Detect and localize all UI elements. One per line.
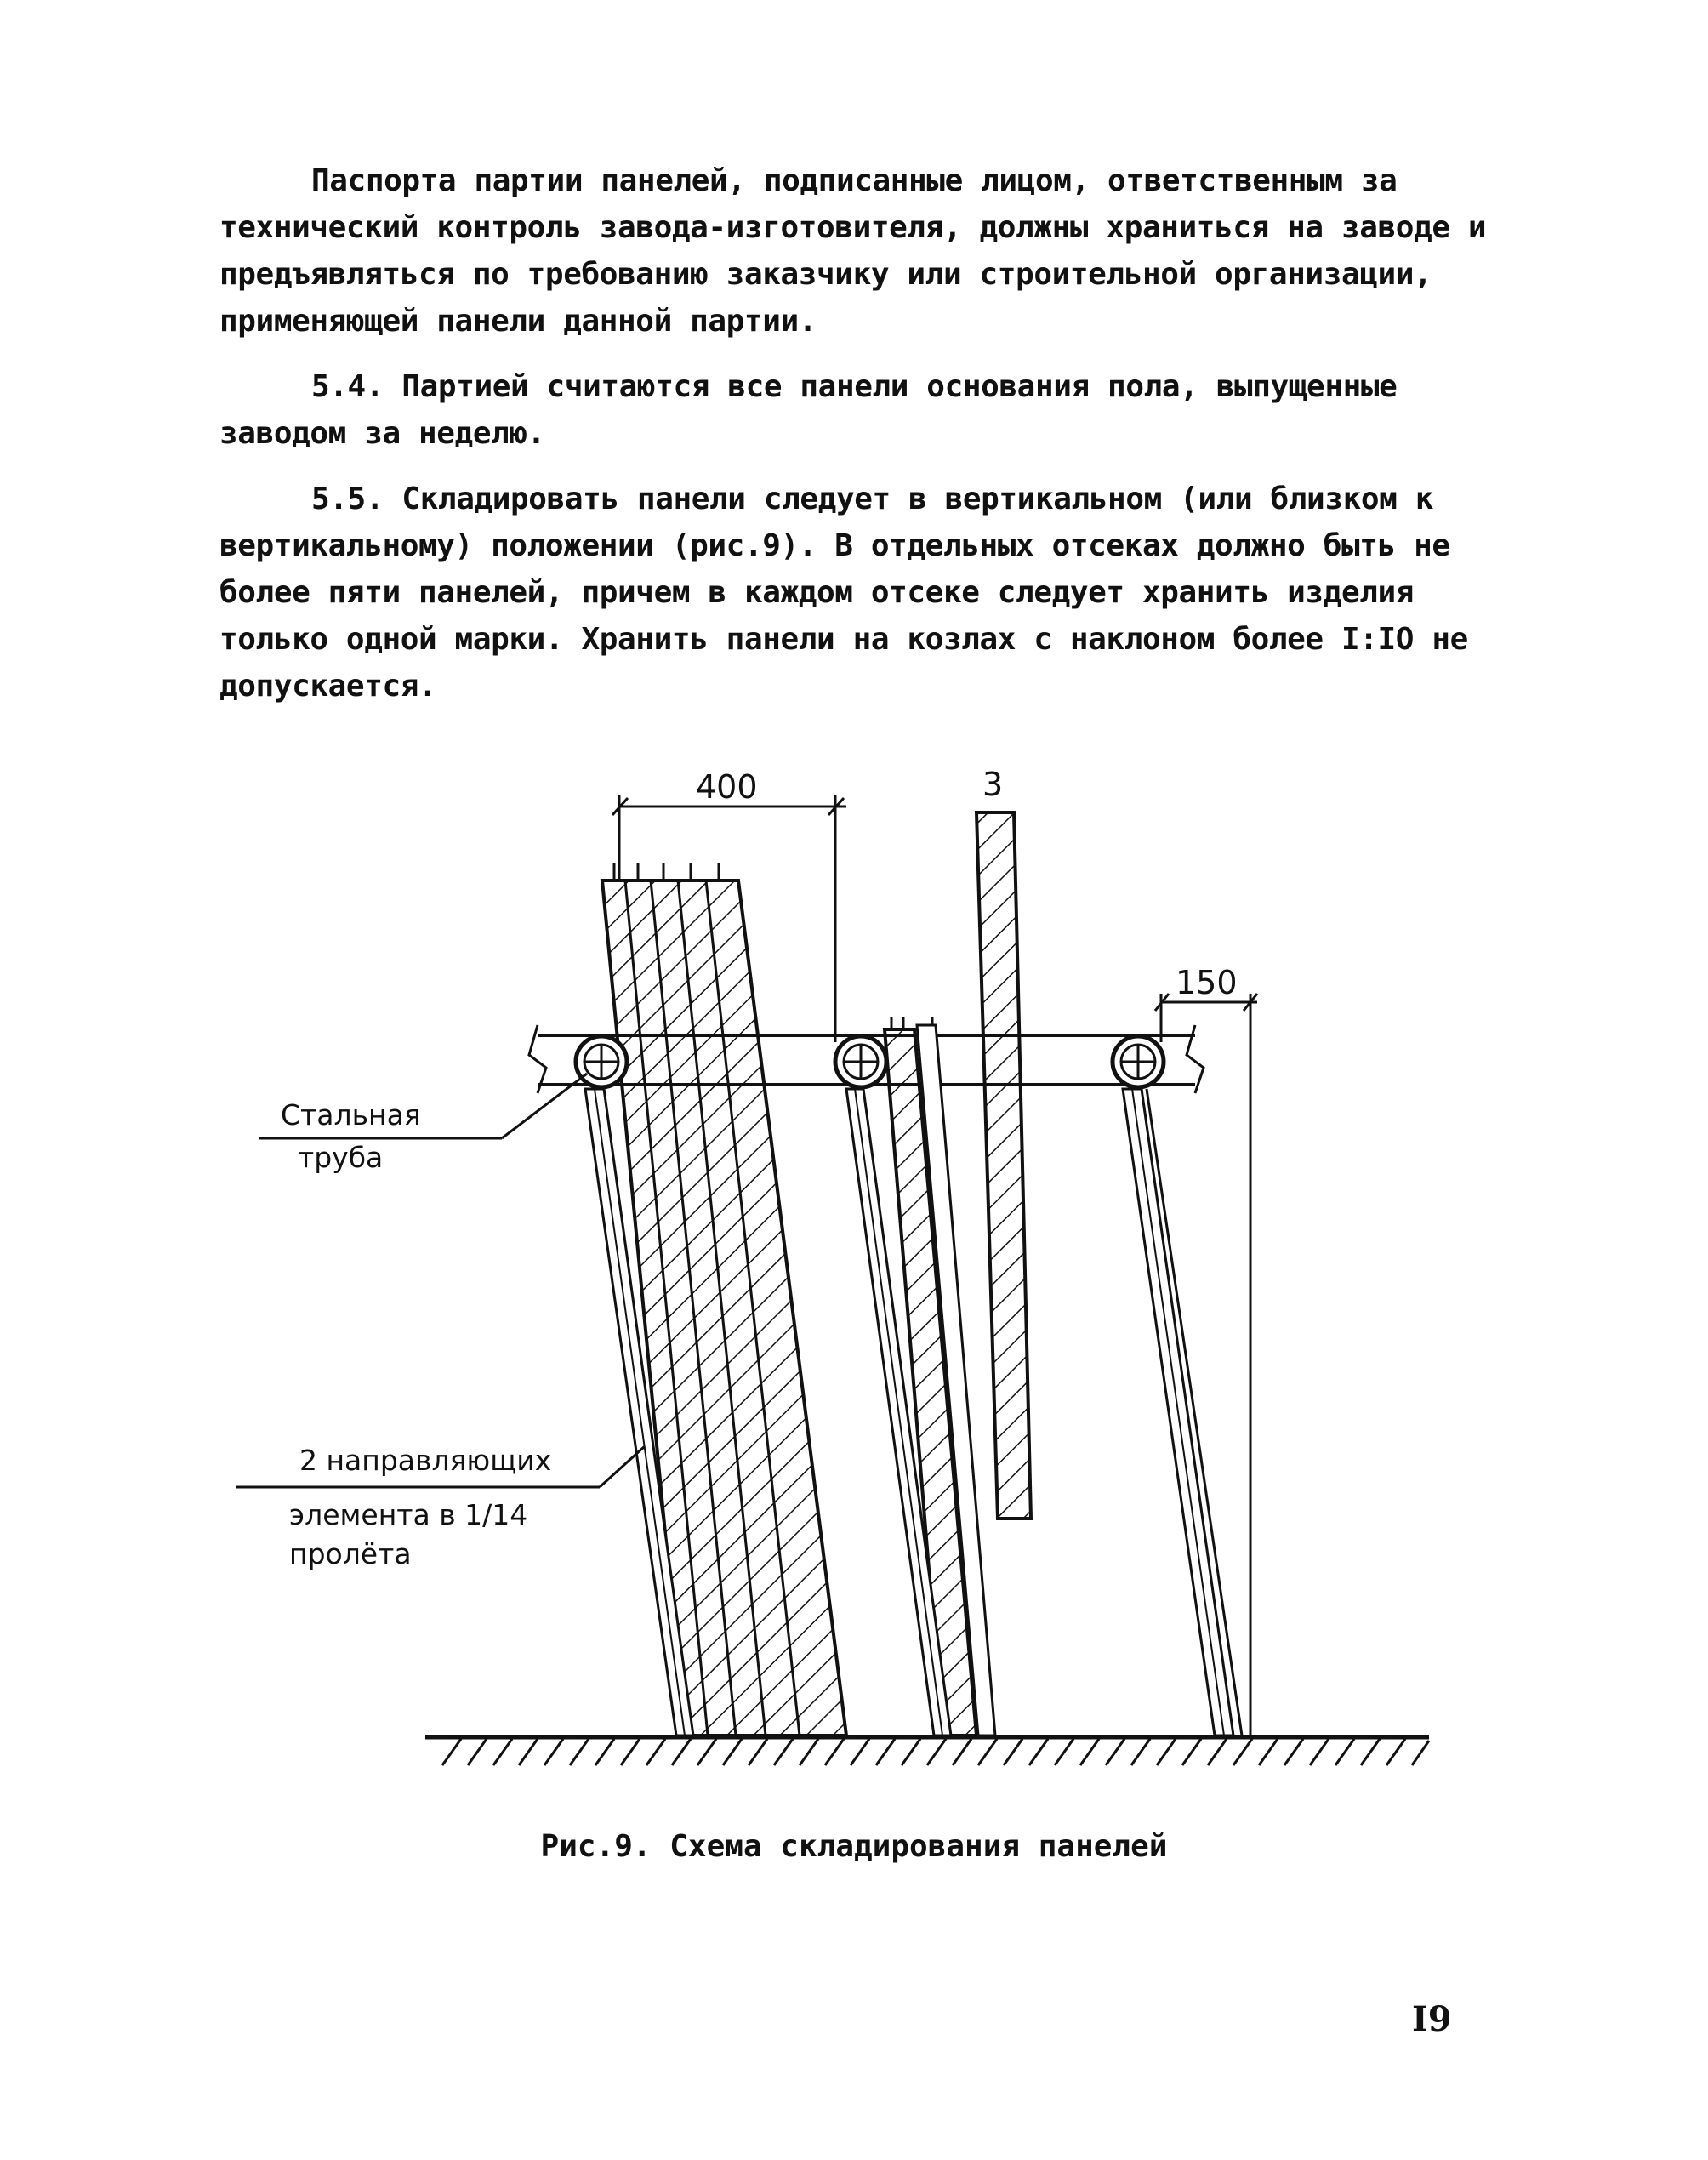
label-pipe-line2: труба — [298, 1141, 384, 1174]
page-number: I9 — [1412, 1999, 1452, 2039]
paragraph-passports: Паспорта партии панелей, подписанные лицом, ответственным за технический контроль завода-изготовителя, должны храниться на заводе и предъявляться по требованию заказчику или строительной организации, применяющей панели данной партии. — [219, 163, 1487, 339]
paragraph-5-5: 5.5. Складировать панели следует в вертикальном (или близком к вертикальному) положении (рис.9). В отдельных отсеках должно быть не более пяти панелей, причем в каждом отсеке следует хранить изделия только одной марки. Хранить панели на козлах с наклоном более I:IO не допускается. — [219, 482, 1468, 704]
label-guides — [236, 1444, 645, 1570]
lifted-panel — [976, 766, 1031, 1519]
label-guides-line2: элемента в 1/14 — [289, 1498, 528, 1531]
label-pipe-line1: Стальная — [281, 1098, 421, 1131]
right-guides — [1123, 1089, 1242, 1735]
paragraph-5-4: 5.4. Партией считаются все панели основания пола, выпущенные заводом за неделю. — [219, 369, 1398, 451]
dim-400-label: 400 — [696, 768, 758, 806]
hook-label: 3 — [982, 766, 1004, 803]
label-guides-line3: пролёта — [289, 1537, 412, 1570]
figure-caption: Рис.9. Схема складирования панелей — [540, 1829, 1168, 1864]
label-guides-line1: 2 направляющих — [299, 1444, 552, 1477]
ground-line — [425, 1737, 1429, 1765]
middle-panel-stack — [846, 1017, 995, 1735]
dim-150-label: 150 — [1176, 964, 1238, 1001]
left-panel-stack — [585, 863, 846, 1735]
